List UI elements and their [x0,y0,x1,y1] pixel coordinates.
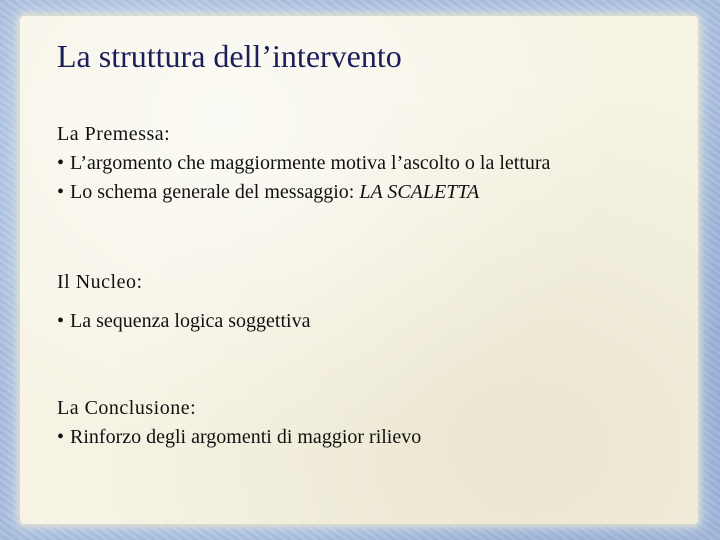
bullet-text: L’argomento che maggiormente motiva l’ascolto o la lettura [70,152,551,174]
bullet-item [57,149,550,178]
bullet-icon: • [57,426,65,448]
section-conclusione [57,394,421,452]
bullet-text: Rinforzo degli argomenti di maggior rilievo [70,426,422,448]
section-nucleo [57,268,310,336]
bullet-italic-text: LA SCALETTA [359,181,480,203]
section-heading: La Premessa: [57,123,171,145]
slide-title: La struttura dell’intervento [57,38,402,74]
bullet-icon: • [57,181,65,203]
bullet-icon: • [57,310,65,332]
section-heading: La Conclusione: [57,397,197,419]
bullet-item [57,307,310,336]
section-premessa [57,120,550,207]
bullet-text: La sequenza logica soggettiva [70,310,311,332]
section-heading: Il Nucleo: [57,271,143,293]
bullet-item [57,178,550,207]
bullet-item [57,423,421,452]
bullet-icon: • [57,152,65,174]
bullet-text: Lo schema generale del messaggio: [70,181,360,203]
